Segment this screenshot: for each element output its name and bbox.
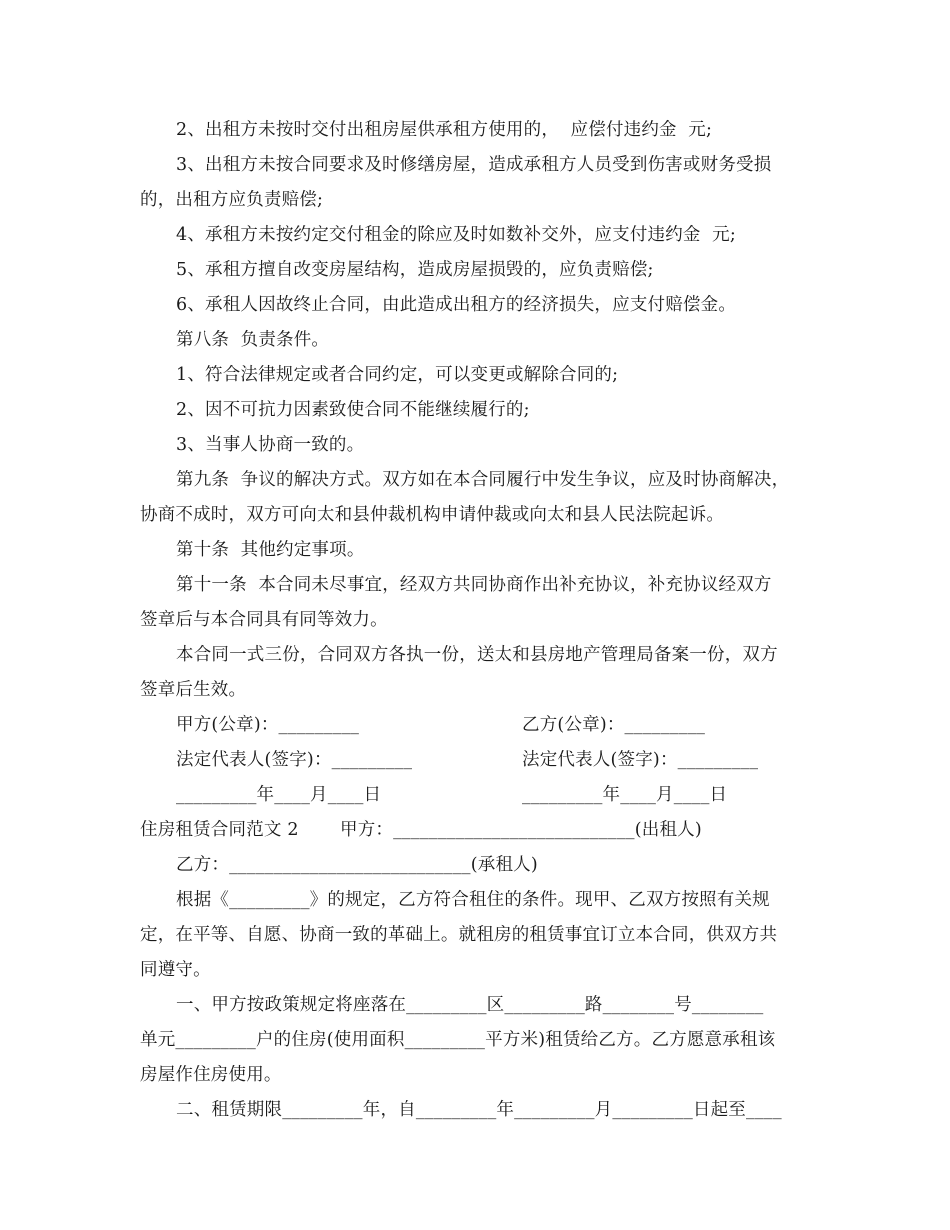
party-a-rep-line: 法定代表人(签字)：_________ [176, 750, 413, 770]
copies-clause: 本合同一式三份，合同双方各执一份，送太和县房地产管理局备案一份，双方 [176, 645, 778, 665]
contract-2-title: 住房租赁合同范文 2 [140, 820, 299, 840]
contract-2-party-b: 乙方：___________________________(承租人) [176, 855, 538, 875]
article-10-heading: 第十条 其他约定事项。 [176, 540, 365, 560]
party-b-rep-line: 法定代表人(签字)：_________ [522, 750, 759, 770]
clause-8-item-3: 3、当事人协商一致的。 [176, 435, 365, 455]
article-11-cont: 签章后与本合同具有同等效力。 [140, 610, 388, 630]
clause-8-item-1: 1、符合法律规定或者合同约定，可以变更或解除合同的; [176, 365, 619, 385]
contract-2-article-2: 二、租赁期限_________年，自_________年_________月_________日起至____ [176, 1100, 782, 1120]
clause-7-item-3: 3、出租方未按合同要求及时修缮房屋，造成承租方人员受到伤害或财务受损 [176, 155, 772, 175]
clause-7-item-3-cont: 的，出租方应负责赔偿; [140, 190, 324, 210]
article-11: 第十一条 本合同未尽事宜，经双方共同协商作出补充协议，补充协议经双方 [176, 575, 772, 595]
contract-2-article-1-cont: 单元_________户的住房(使用面积_________平方米)租赁给乙方。乙方愿意承租该 [140, 1030, 776, 1050]
article-8-heading: 第八条 负责条件。 [176, 330, 330, 350]
party-a-date-line: _________年____月____日 [176, 785, 382, 805]
article-9-cont: 协商不成时，双方可向太和县仲裁机构申请仲裁或向太和县人民法院起诉。 [140, 505, 725, 525]
clause-7-item-5: 5、承租方擅自改变房屋结构，造成房屋损毁的，应负责赔偿; [176, 260, 654, 280]
copies-clause-cont: 签章后生效。 [140, 680, 247, 700]
clause-8-item-2: 2、因不可抗力因素致使合同不能继续履行的; [176, 400, 530, 420]
contract-2-article-1: 一、甲方按政策规定将座落在_________区_________路________号________ [176, 995, 764, 1015]
clause-7-item-6: 6、承租人因故终止合同，由此造成出租方的经济损失，应支付赔偿金。 [176, 295, 737, 315]
party-b-date-line: _________年____月____日 [522, 785, 728, 805]
contract-2-party-a: 甲方：___________________________(出租人) [340, 820, 702, 840]
contract-2-intro-end: 同遵守。 [140, 960, 211, 980]
clause-7-item-4: 4、承租方未按约定交付租金的除应及时如数补交外，应支付违约金 元; [176, 225, 736, 245]
contract-2-intro: 根据《_________》的规定，乙方符合租住的条件。现甲、乙双方按照有关规 [176, 890, 770, 910]
contract-2-article-1-end: 房屋作住房使用。 [140, 1065, 282, 1085]
clause-7-item-2: 2、出租方未按时交付出租房屋供承租方使用的， 应偿付违约金 元; [176, 120, 713, 140]
article-9: 第九条 争议的解决方式。双方如在本合同履行中发生争议，应及时协商解决， [176, 470, 790, 490]
party-b-seal-line: 乙方(公章)：_________ [522, 715, 706, 735]
party-a-seal-line: 甲方(公章)：_________ [176, 715, 360, 735]
contract-2-intro-cont: 定，在平等、自愿、协商一致的革础上。就租房的租赁事宜订立本合同，供双方共 [140, 925, 778, 945]
